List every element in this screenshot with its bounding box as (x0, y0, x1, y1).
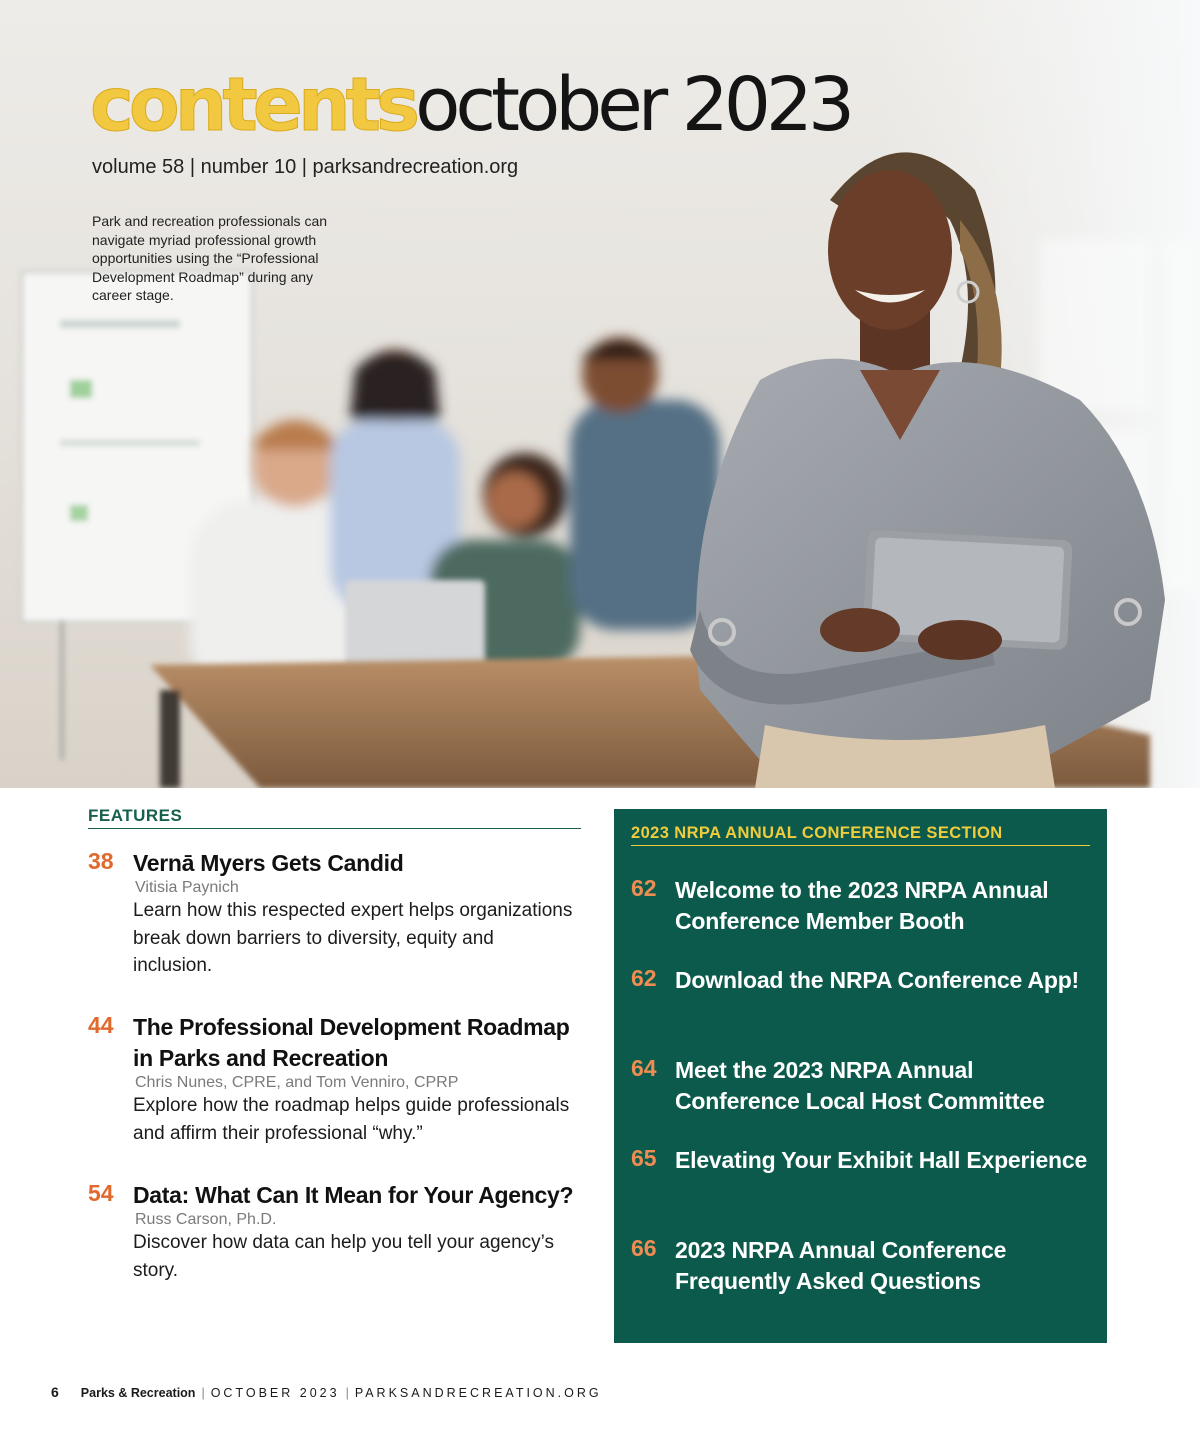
issue-date-title: october 2023 (415, 62, 851, 148)
contents-title: contents (90, 62, 416, 148)
footer-page-number: 6 (51, 1384, 59, 1400)
conference-title: Download the NRPA Conference App! (675, 967, 1079, 993)
feature-author: Vitisia Paynich (135, 879, 239, 896)
conference-title: Elevating Your Exhibit Hall Experience (675, 1147, 1088, 1173)
conference-page-number: 62 (631, 875, 657, 901)
footer-separator: | (201, 1386, 205, 1400)
conference-section (614, 809, 1107, 1343)
feature-author: Chris Nunes, CPRE, and Tom Venniro, CPRP (135, 1074, 459, 1091)
feature-author: Russ Carson, Ph.D. (135, 1211, 277, 1228)
feature-page-number: 38 (88, 848, 114, 874)
conference-title: 2023 NRPA Annual Conference Frequently Asked Questions (675, 1237, 1007, 1294)
features-section (88, 806, 581, 1281)
footer-separator: | (345, 1386, 349, 1400)
conference-page-number: 64 (631, 1055, 657, 1081)
feature-title: Vernā Myers Gets Candid (133, 850, 404, 876)
feature-item[interactable] (88, 848, 581, 980)
conference-title: Meet the 2023 NRPA Annual Conference Local Host Committee (675, 1057, 1045, 1114)
cover-caption: Park and recreation professionals can navigate myriad professional growth opportunities using the “Professional Development Roadmap” during any career stage. (92, 213, 328, 304)
conference-page-number: 62 (631, 965, 657, 991)
conference-page-number: 66 (631, 1235, 657, 1261)
features-heading: FEATURES (88, 806, 581, 829)
masthead (90, 62, 850, 148)
feature-description: Learn how this respected expert helps organizations break down barriers to diversity, equity and inclusion. (133, 900, 573, 976)
feature-item[interactable] (88, 1012, 581, 1147)
feature-page-number: 44 (88, 1012, 114, 1038)
issue-line: volume 58 | number 10 | parksandrecreation.org (92, 156, 519, 178)
feature-title: Data: What Can It Mean for Your Agency? (133, 1182, 574, 1208)
feature-description: Discover how data can help you tell your agency’s story. (133, 1232, 555, 1281)
conference-page-number: 65 (631, 1145, 657, 1171)
conference-heading: 2023 NRPA ANNUAL CONFERENCE SECTION (631, 824, 1090, 846)
page-footer (51, 1384, 602, 1400)
feature-description: Explore how the roadmap helps guide professionals and affirm their professional “why.” (133, 1095, 570, 1144)
feature-title: The Professional Development Roadmap in Parks and Recreation (133, 1014, 570, 1071)
feature-item[interactable] (88, 1180, 581, 1284)
footer-magazine-name: Parks & Recreation (80, 1386, 196, 1400)
feature-page-number: 54 (88, 1180, 114, 1206)
footer-website-link[interactable]: PARKSANDRECREATION.ORG (354, 1386, 602, 1400)
conference-title: Welcome to the 2023 NRPA Annual Conference Member Booth (675, 877, 1049, 934)
footer-date: OCTOBER 2023 (210, 1386, 340, 1400)
